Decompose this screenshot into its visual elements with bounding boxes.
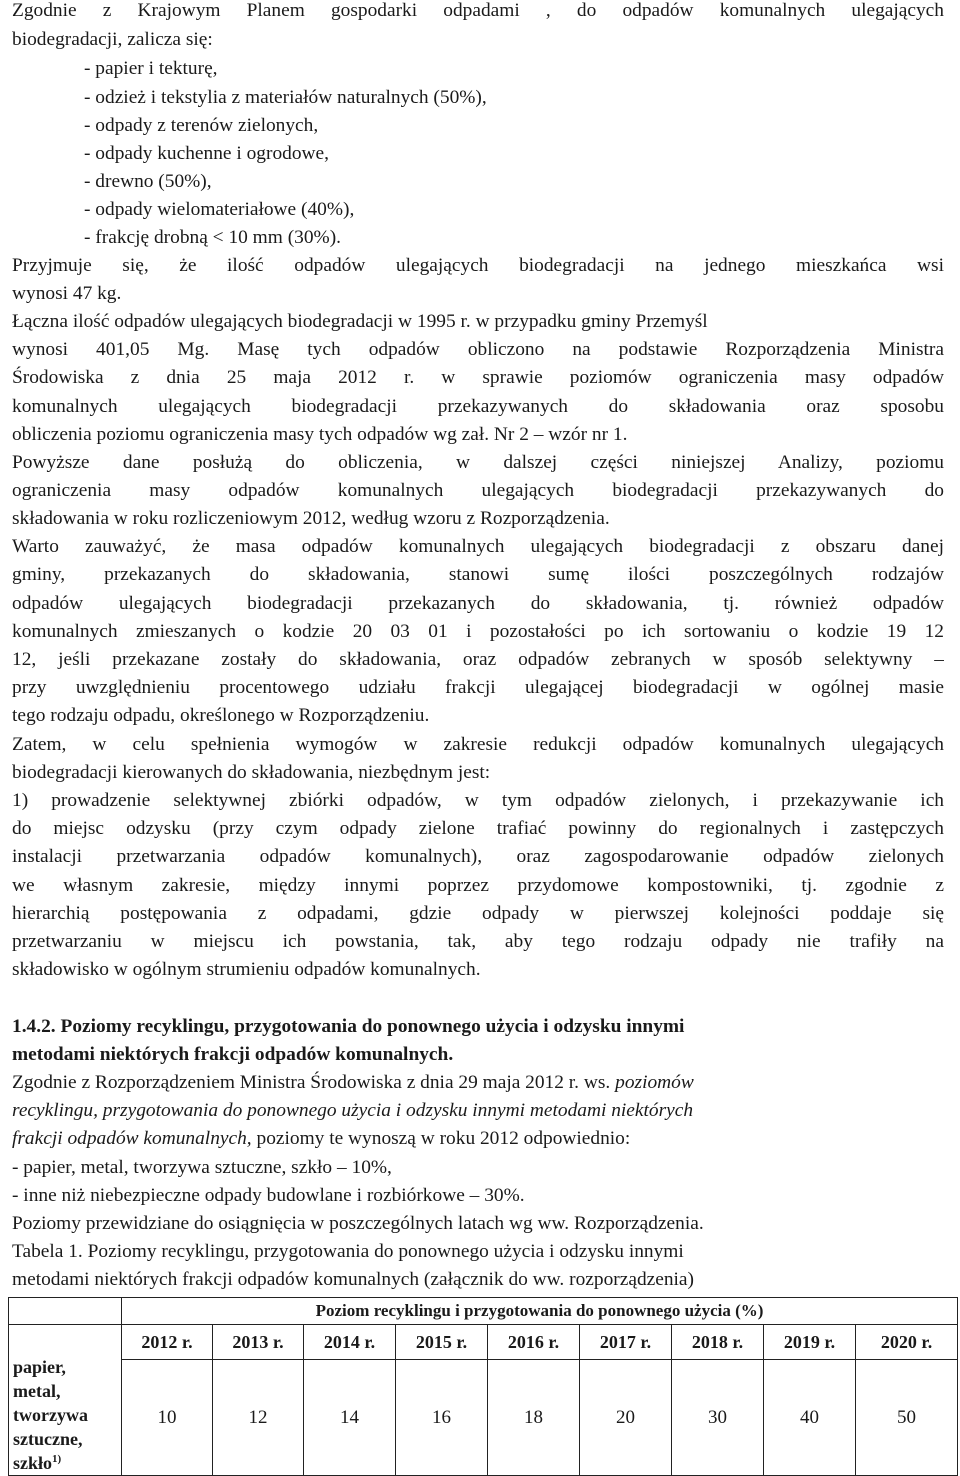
paragraph-line: do miejsc odzysku (przy czym odpady zielone trafiać powinny do regionalnych i zastępczych	[12, 818, 944, 839]
list-item: - odpady kuchenne i ogrodowe,	[84, 143, 330, 164]
paragraph-line: Zgodnie z Krajowym Planem gospodarki odpadami , do odpadów komunalnych ulegających	[12, 0, 944, 21]
table-cell-value: 16	[396, 1360, 488, 1476]
table-header: Poziom recyklingu i przygotowania do ponownego użycia (%)	[122, 1298, 958, 1325]
table-cell-value: 40	[764, 1360, 856, 1476]
table-caption: metodami niektórych frakcji odpadów komunalnych (załącznik do ww. rozporządzenia)	[12, 1269, 694, 1290]
year-header: 2019 r.	[764, 1325, 856, 1360]
recycling-levels-table	[8, 1297, 958, 1476]
regulation-title-italic: recyklingu, przygotowania do ponownego użycia i odzysku innymi metodami niektórych	[12, 1100, 694, 1121]
paragraph-line: odpadów ulegających biodegradacji przekazanych do składowania, tj. również odpadów	[12, 593, 944, 614]
table-cell-value: 30	[672, 1360, 764, 1476]
paragraph-line: składowisko w ogólnym strumieniu odpadów komunalnych.	[12, 959, 481, 980]
year-header: 2012 r.	[122, 1325, 213, 1360]
regulation-text: poziomy te wynoszą w roku 2012 odpowiednio:	[251, 1128, 631, 1149]
list-item: - odpady wielomateriałowe (40%),	[84, 199, 355, 220]
table-row-label: papier, metal, tworzywa sztuczne, szkło$^{1)}$	[9, 1325, 122, 1476]
section-heading: metodami niektórych frakcji odpadów komunalnych.	[12, 1044, 454, 1065]
year-header: 2020 r.	[856, 1325, 958, 1360]
paragraph-line: Poziomy przewidziane do osiągnięcia w poszczególnych latach wg ww. Rozporządzenia.	[12, 1213, 704, 1234]
paragraph-line: gminy, przekazanych do składowania, stanowi sumę ilości poszczególnych rodzajów	[12, 564, 944, 585]
table-cell-value: 12	[213, 1360, 304, 1476]
paragraph-line: tego rodzaju odpadu, określonego w Rozporządzeniu.	[12, 705, 430, 726]
paragraph-line: Przyjmuje się, że ilość odpadów ulegających biodegradacji na jednego mieszkańca wsi	[12, 255, 944, 276]
table-cell-value: 10	[122, 1360, 213, 1476]
table-cell-value: 20	[580, 1360, 672, 1476]
paragraph-line: składowania w roku rozliczeniowym 2012, według wzoru z Rozporządzenia.	[12, 508, 610, 529]
year-header: 2017 r.	[580, 1325, 672, 1360]
paragraph-line: 12, jeśli przekazane zostały do składowania, oraz odpadów zebranych w sposób selektywny –	[12, 649, 944, 670]
list-item: - inne niż niebezpieczne odpady budowlane i rozbiórkowe – 30%.	[12, 1185, 525, 1206]
list-item: - odpady z terenów zielonych,	[84, 115, 319, 136]
paragraph-line: Powyższe dane posłużą do obliczenia, w dalszej części niniejszej Analizy, poziomu	[12, 452, 944, 473]
paragraph-line: przetwarzaniu w miejscu ich powstania, tak, aby tego rodzaju odpady nie trafiły na	[12, 931, 944, 952]
table-cell-value: 14	[304, 1360, 396, 1476]
section-heading: 1.4.2. Poziomy recyklingu, przygotowania do ponownego użycia i odzysku innymi	[12, 1016, 685, 1037]
year-header: 2013 r.	[213, 1325, 304, 1360]
list-item: - papier i tekturę,	[84, 58, 218, 79]
list-item: - odzież i tekstylia z materiałów naturalnych (50%),	[84, 87, 487, 108]
regulation-title-italic: poziomów	[615, 1072, 694, 1093]
paragraph-line: instalacji przetwarzania odpadów komunalnych), oraz zagospodarowanie odpadów zielonych	[12, 846, 944, 867]
year-header: 2016 r.	[488, 1325, 580, 1360]
paragraph-line: Środowiska z dnia 25 maja 2012 r. w sprawie poziomów ograniczenia masy odpadów	[12, 367, 944, 388]
paragraph-line: komunalnych zmieszanych o kodzie 20 03 01 i pozostałości po ich sortowaniu o kodzie 19 12	[12, 621, 944, 642]
table-corner-cell	[9, 1298, 122, 1325]
list-item: - frakcję drobną < 10 mm (30%).	[84, 227, 342, 248]
paragraph-line: wynosi 47 kg.	[12, 283, 122, 304]
table-caption: Tabela 1. Poziomy recyklingu, przygotowania do ponownego użycia i odzysku innymi	[12, 1241, 684, 1262]
table-cell-value: 18	[488, 1360, 580, 1476]
paragraph-line: obliczenia poziomu ograniczenia masy tych odpadów wg zał. Nr 2 – wzór nr 1.	[12, 424, 628, 445]
paragraph-line: Łączna ilość odpadów ulegających biodegradacji w 1995 r. w przypadku gminy Przemyśl	[12, 311, 708, 332]
regulation-text: Zgodnie z Rozporządzeniem Ministra Środowiska z dnia 29 maja 2012 r. ws.	[12, 1072, 616, 1093]
table-cell-value: 50	[856, 1360, 958, 1476]
paragraph-line: ograniczenia masy odpadów komunalnych ulegających biodegradacji przekazywanych do	[12, 480, 944, 501]
footnote-marker: 1)	[52, 1453, 62, 1465]
regulation-title-italic: frakcji odpadów komunalnych,	[12, 1128, 252, 1149]
year-header: 2014 r.	[304, 1325, 396, 1360]
year-header: 2015 r.	[396, 1325, 488, 1360]
paragraph-line: hierarchią postępowania z odpadami, gdzie odpady w pierwszej kolejności poddaje się	[12, 903, 944, 924]
paragraph-line: biodegradacji kierowanych do składowania, niezbędnym jest:	[12, 762, 491, 783]
paragraph-line: 1) prowadzenie selektywnej zbiórki odpadów, w tym odpadów zielonych, i przekazywanie ich	[12, 790, 944, 811]
list-item: - papier, metal, tworzywa sztuczne, szkło – 10%,	[12, 1157, 392, 1178]
paragraph-line: biodegradacji, zalicza się:	[12, 29, 213, 50]
paragraph-line: przy uwzględnieniu procentowego udziału frakcji ulegającej biodegradacji w ogólnej masie	[12, 677, 944, 698]
year-header: 2018 r.	[672, 1325, 764, 1360]
list-item: - drewno (50%),	[84, 171, 212, 192]
paragraph-line: wynosi 401,05 Mg. Masę tych odpadów obliczono na podstawie Rozporządzenia Ministra	[12, 339, 944, 360]
paragraph-line: we własnym zakresie, między innymi poprzez przydomowe kompostowniki, tj. zgodnie z	[12, 875, 944, 896]
paragraph-line: komunalnych ulegających biodegradacji przekazywanych do składowania oraz sposobu	[12, 396, 944, 417]
paragraph-line	[12, 1069, 944, 1096]
paragraph-line: Zatem, w celu spełnienia wymogów w zakresie redukcji odpadów komunalnych ulegających	[12, 734, 944, 755]
paragraph-line	[12, 1125, 944, 1152]
paragraph-line: Warto zauważyć, że masa odpadów komunalnych ulegających biodegradacji z obszaru danej	[12, 536, 944, 557]
